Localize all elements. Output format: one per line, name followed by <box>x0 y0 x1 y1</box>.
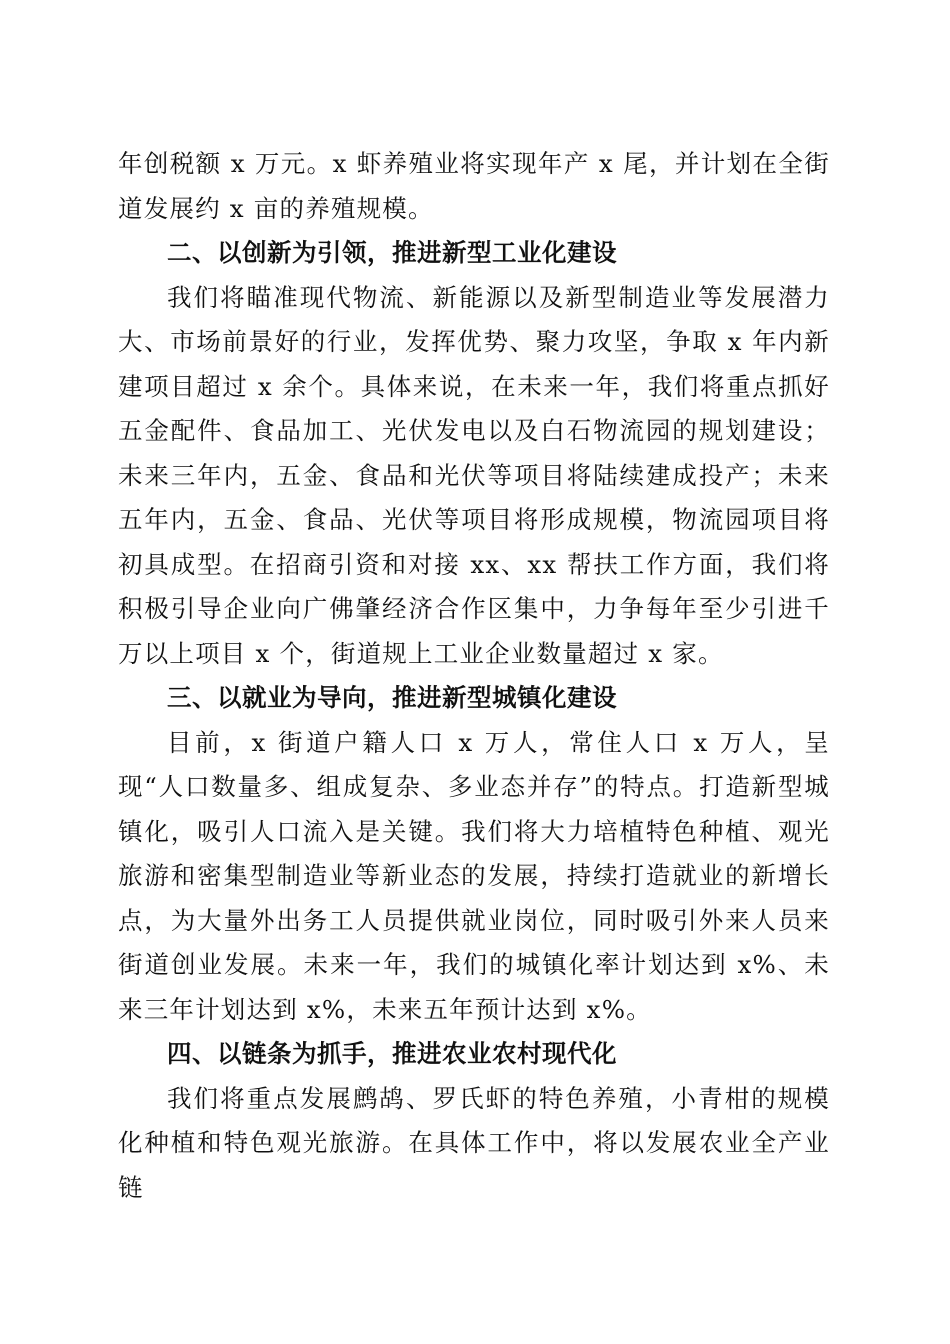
section-heading-agriculture: 四、以链条为抓手，推进农业农村现代化 <box>167 1039 617 1068</box>
paragraph-continued: 年创税额 x 万元。x 虾养殖业将实现年产 x 尾，并计划在全街道发展约 x 亩的养殖规模。 <box>118 149 830 223</box>
document-body <box>118 142 830 1210</box>
paragraph-industrialization: 我们将瞄准现代物流、新能源以及新型制造业等发展潜力大、市场前景好的行业，发挥优势、聚力攻坚，争取 x 年内新建项目超过 x 余个。具体来说，在未来一年，我们将重点抓好五金配件、食品加工、光伏发电以及白石物流园的规划建设；未来三年内，五金、食品和光伏等项目将陆续建成投产；未来五年内，五金、食品、光伏等项目将形成规模，物流园项目将初具成型。在招商引资和对接 xx、xx 帮扶工作方面，我们将积极引导企业向广佛肇经济合作区集中，力争每年至少引进千万以上项目 x 个，街道规上工业企业数量超过 x 家。 <box>118 282 830 668</box>
section-heading-employment: 三、以就业为导向，推进新型城镇化建设 <box>167 683 617 712</box>
paragraph-urbanization: 目前，x 街道户籍人口 x 万人，常住人口 x 万人，呈现“人口数量多、组成复杂、多业态并存”的特点。打造新型城镇化，吸引人口流入是关键。我们将大力培植特色种植、观光旅游和密集型制造业等新业态的发展，持续打造就业的新增长点，为大量外出务工人员提供就业岗位，同时吸引外来人员来街道创业发展。未来一年，我们的城镇化率计划达到 x%、未来三年计划达到 x%，未来五年预计达到 x%。 <box>118 727 830 1024</box>
section-heading-innovation: 二、以创新为引领，推进新型工业化建设 <box>167 238 617 267</box>
paragraph-agriculture: 我们将重点发展鹧鸪、罗氏虾的特色养殖，小青柑的规模化种植和特色观光旅游。在具体工作中，将以发展农业全产业链 <box>118 1083 830 1202</box>
